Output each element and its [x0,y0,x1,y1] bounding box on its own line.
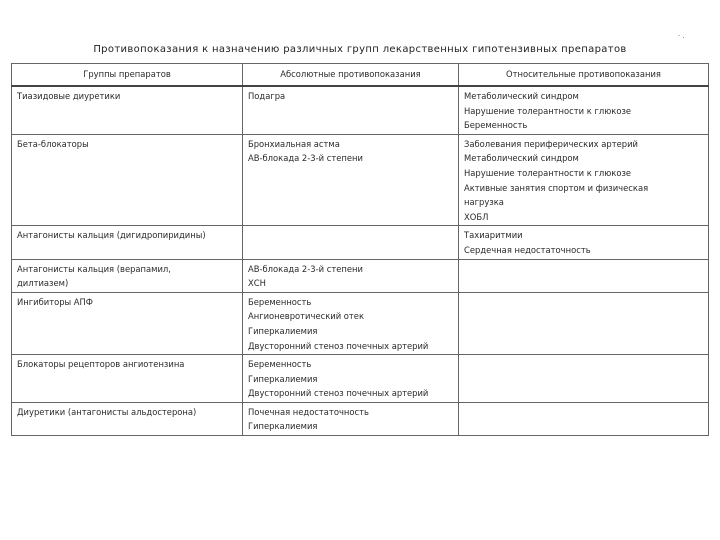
relative-cell [459,355,709,403]
cell-line: Бронхиальная астма [248,138,340,149]
cell-line: Бета-блокаторы [17,138,89,149]
table-row [12,402,709,435]
cell-line: Тиазидовые диуретики [17,91,121,101]
cell-line: Гиперкалиемия [248,421,318,432]
cell-line: Нарушение толерантности к глюкозе [464,167,632,178]
cell-line: Ангионевротический отек [248,311,365,322]
relative-cell [459,292,709,354]
cell-line: Беременность [248,296,312,307]
cell-line: Метаболический синдром [464,153,579,164]
absolute-cell [243,402,459,435]
cell-line: Антагонисты кальция (дигидропиридины) [17,230,206,241]
relative-cell [459,134,709,226]
table-row [12,355,709,403]
cell-line: Сердечная недостаточность [464,244,591,255]
cell-line: ХОБЛ [464,211,489,222]
table-row [12,134,709,226]
group-cell [12,134,243,226]
cell-line: АВ-блокада 2-3-й степени [248,153,363,164]
relative-cell [459,226,709,259]
group-cell [12,355,243,403]
cell-line: Двусторонний стеноз почечных артерий [248,388,429,399]
cell-line: Беременность [464,120,528,131]
cell-line: Нарушение толерантности к глюкозе [464,105,632,116]
group-cell [12,86,243,134]
cell-line: Ингибиторы АПФ [17,296,94,307]
table-header-row [12,64,709,87]
table-body [12,86,709,436]
group-cell [12,292,243,354]
cell-line: Активные занятия спортом и физическая [464,182,649,193]
contraindications-table [11,63,709,436]
table-row [12,226,709,259]
cell-line: Почечная недостаточность [248,406,369,417]
absolute-cell [243,259,459,292]
absolute-cell [243,86,459,134]
absolute-cell [243,226,459,259]
table-row [12,292,709,354]
cell-line: Заболевания периферических артерий [464,138,638,149]
cell-line: Антагонисты кальция (верапамил, [17,263,171,274]
cell-line: ХСН [248,278,266,289]
cell-line: Двусторонний стеноз почечных артерий [248,340,429,351]
relative-cell [459,86,709,134]
group-cell [12,226,243,259]
cell-line: дилтиазем) [17,278,69,289]
relative-cell [459,402,709,435]
cell-line: Гиперкалиемия [248,325,318,336]
header-groups: Группы препаратов [12,64,243,87]
page-title: Противопоказания к назначению различных групп лекарственных гипотензивных препаратов [93,44,627,55]
absolute-cell [243,292,459,354]
cell-line: Подагра [248,91,286,101]
corner-mark: · . [678,32,685,40]
absolute-cell [243,134,459,226]
absolute-cell [243,355,459,403]
cell-line: Беременность [248,359,312,370]
table-row [12,259,709,292]
relative-cell [459,259,709,292]
header-absolute: Абсолютные противопоказания [243,64,459,87]
group-cell [12,259,243,292]
cell-line: Диуретики (антагонисты альдостерона) [17,406,197,417]
cell-line: Метаболический синдром [464,91,579,101]
cell-line: Блокаторы рецепторов ангиотензина [17,359,185,370]
header-relative: Относительные противопоказания [459,64,709,87]
cell-line: Тахиаритмии [464,230,523,241]
group-cell [12,402,243,435]
table-row [12,86,709,134]
cell-line: Гиперкалиемия [248,373,318,384]
cell-line: нагрузка [464,197,504,208]
cell-line: АВ-блокада 2-3-й степени [248,263,363,274]
